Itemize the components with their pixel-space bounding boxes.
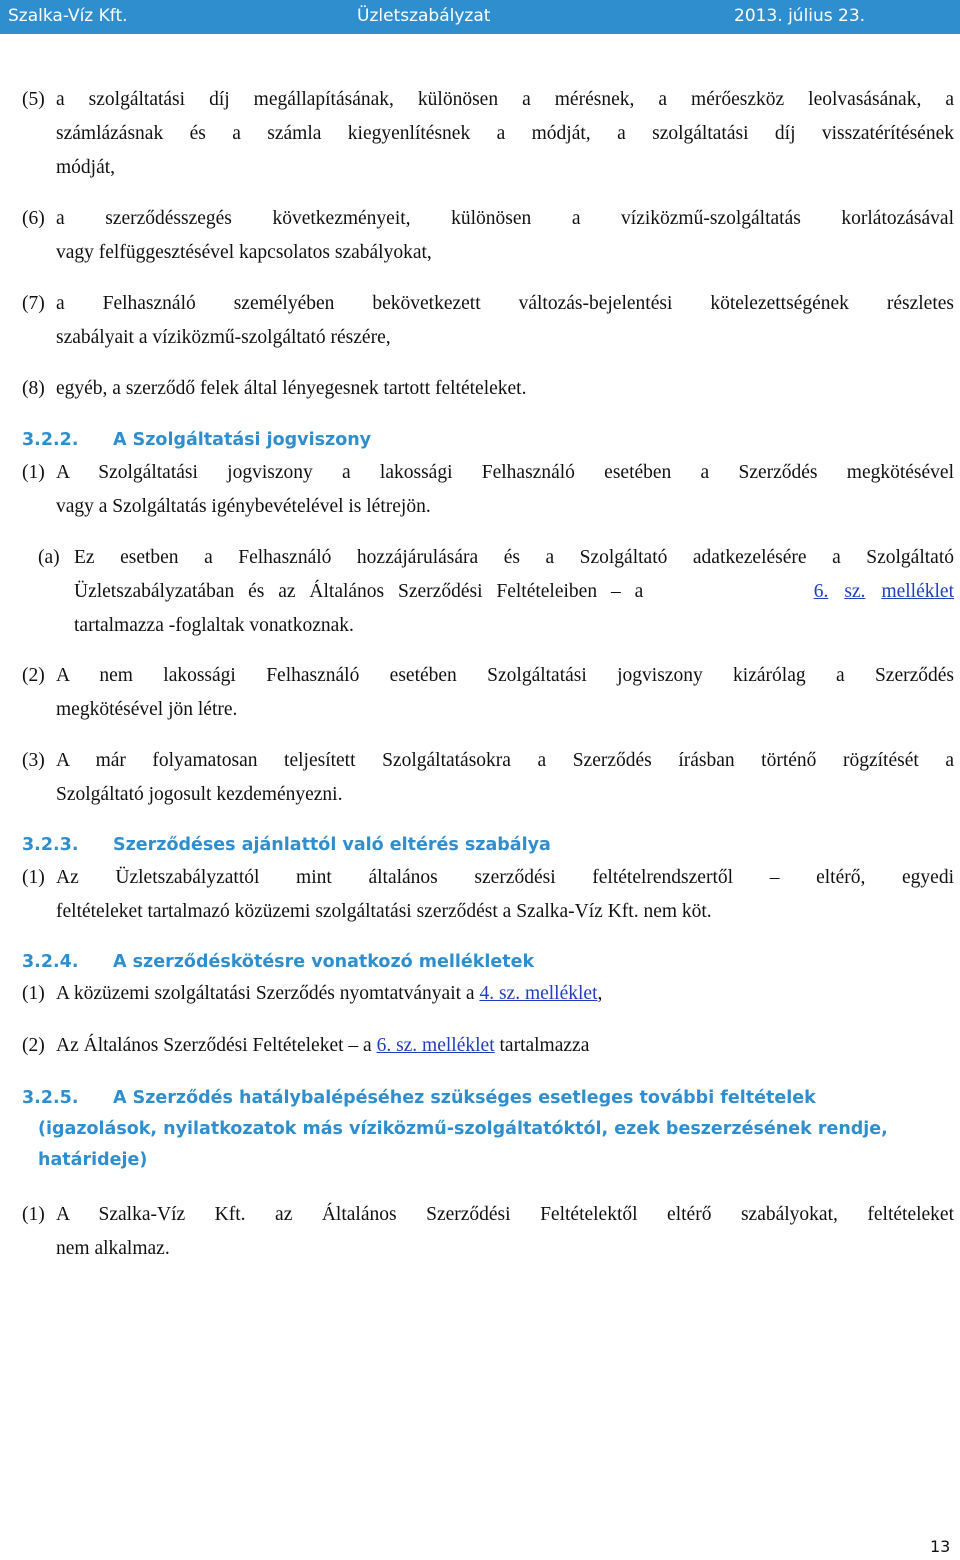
item-text-fragment: , — [597, 983, 603, 1004]
section-title: A Szolgáltatási jogviszony — [113, 430, 372, 450]
page-header — [0, 0, 960, 34]
item-text-line-with-link — [56, 1030, 589, 1062]
header-company: Szalka-Víz Kft. — [8, 6, 128, 26]
annex-6-link-part[interactable]: 6. — [813, 581, 829, 602]
section-title: A szerződéskötésre vonatkozó mellékletek — [113, 952, 535, 972]
item-number: (8) — [22, 378, 45, 399]
item-text-line: egyéb, a szerződő felek által lényegesnek tartott feltételeket. — [56, 378, 527, 399]
item-text-line: módját, — [56, 157, 116, 178]
item-text-line: A Szolgáltatási jogviszony a lakossági Felhasználó esetében a Szerződés megkötésével — [56, 462, 954, 483]
item-text-line: a szerződésszegés következményeit, különösen a víziközmű-szolgáltatás korlátozásával — [56, 208, 954, 229]
item-text-line: Ez esetben a Felhasználó hozzájárulására és a Szolgáltató adatkezelésére a Szolgáltató — [74, 547, 954, 568]
section-number: 3.2.4. — [22, 952, 79, 972]
item-number: (1) — [22, 867, 45, 888]
section-title-line: határideje) — [38, 1150, 148, 1170]
item-text-line: vagy a Szolgáltatás igénybevételével is létrejön. — [56, 496, 431, 517]
annex-6-link-part[interactable]: sz. — [844, 581, 866, 602]
item-text-line: Szolgáltató jogosult kezdeményezni. — [56, 784, 343, 805]
item-text-fragment: A közüzemi szolgáltatási Szerződés nyomtatványait a — [56, 983, 480, 1004]
item-number: (1) — [22, 462, 45, 483]
header-doc-title: Üzletszabályzat — [357, 6, 491, 26]
item-text-line: tartalmazza -foglaltak vonatkoznak. — [74, 615, 354, 636]
item-text-line: A Szalka-Víz Kft. az Általános Szerződési Feltételektől eltérő szabályokat, feltételeket — [56, 1204, 954, 1225]
item-text-line: a Felhasználó személyében bekövetkezett változás-bejelentési kötelezettségének részletes — [56, 293, 954, 314]
item-text-line: szabályait a víziközmű-szolgáltató részére, — [56, 327, 391, 348]
item-text-line: megkötésével jön létre. — [56, 699, 238, 720]
item-number: (7) — [22, 293, 45, 314]
page-number: 13 — [930, 1537, 951, 1556]
item-text-line: A már folyamatosan teljesített Szolgáltatásokra a Szerződés írásban történő rögzítését a — [56, 750, 954, 771]
item-number: (1) — [22, 1204, 45, 1225]
item-text-fragment: Az Általános Szerződési Feltételeket – a — [56, 1035, 377, 1056]
section-title-line: (igazolások, nyilatkozatok más víziközmű-szolgáltatóktól, ezek beszerzésének rendje, — [38, 1119, 888, 1139]
item-text-line-with-link — [56, 978, 602, 1010]
item-number: (3) — [22, 750, 45, 771]
annex-link-group — [814, 576, 954, 608]
annex-6-link-part[interactable]: melléklet — [881, 581, 954, 602]
item-number: (2) — [22, 1035, 45, 1056]
header-date: 2013. július 23. — [734, 6, 866, 26]
section-number: 3.2.2. — [22, 430, 79, 450]
item-number: (5) — [22, 89, 45, 110]
item-text-fragment: tartalmazza — [494, 1035, 590, 1056]
item-text-fragment: Üzletszabályzatában és az Általános Szerződési Feltételeiben – a — [74, 581, 644, 602]
section-number: 3.2.5. — [22, 1088, 79, 1108]
item-text-line: A nem lakossági Felhasználó esetében Szolgáltatási jogviszony kizárólag a Szerződés — [56, 665, 954, 686]
item-number: (a) — [38, 547, 60, 568]
section-title: Szerződéses ajánlattól való eltérés szabálya — [113, 835, 551, 855]
item-text-line: Az Üzletszabályzattól mint általános szerződési feltételrendszertől – eltérő, egyedi — [56, 867, 954, 888]
item-number: (6) — [22, 208, 45, 229]
section-number: 3.2.3. — [22, 835, 79, 855]
item-text-line-with-link — [74, 576, 954, 608]
item-number: (2) — [22, 665, 45, 686]
annex-6-link[interactable]: 6. sz. melléklet — [376, 1035, 495, 1056]
item-text-line: nem alkalmaz. — [56, 1238, 170, 1259]
item-number: (1) — [22, 983, 45, 1004]
item-text-line: a szolgáltatási díj megállapításának, különösen a mérésnek, a mérőeszköz leolvasásának, a — [56, 89, 954, 110]
item-text-line: feltételeket tartalmazó közüzemi szolgáltatási szerződést a Szalka-Víz Kft. nem köt. — [56, 901, 712, 922]
annex-4-link[interactable]: 4. sz. melléklet — [479, 983, 598, 1004]
section-title-line: A Szerződés hatálybalépéséhez szükséges esetleges további feltételek — [113, 1088, 816, 1108]
item-text-line: számlázásnak és a számla kiegyenlítésnek a módját, a szolgáltatási díj visszatérítésének — [56, 123, 954, 144]
item-text-line: vagy felfüggesztésével kapcsolatos szabályokat, — [56, 242, 432, 263]
